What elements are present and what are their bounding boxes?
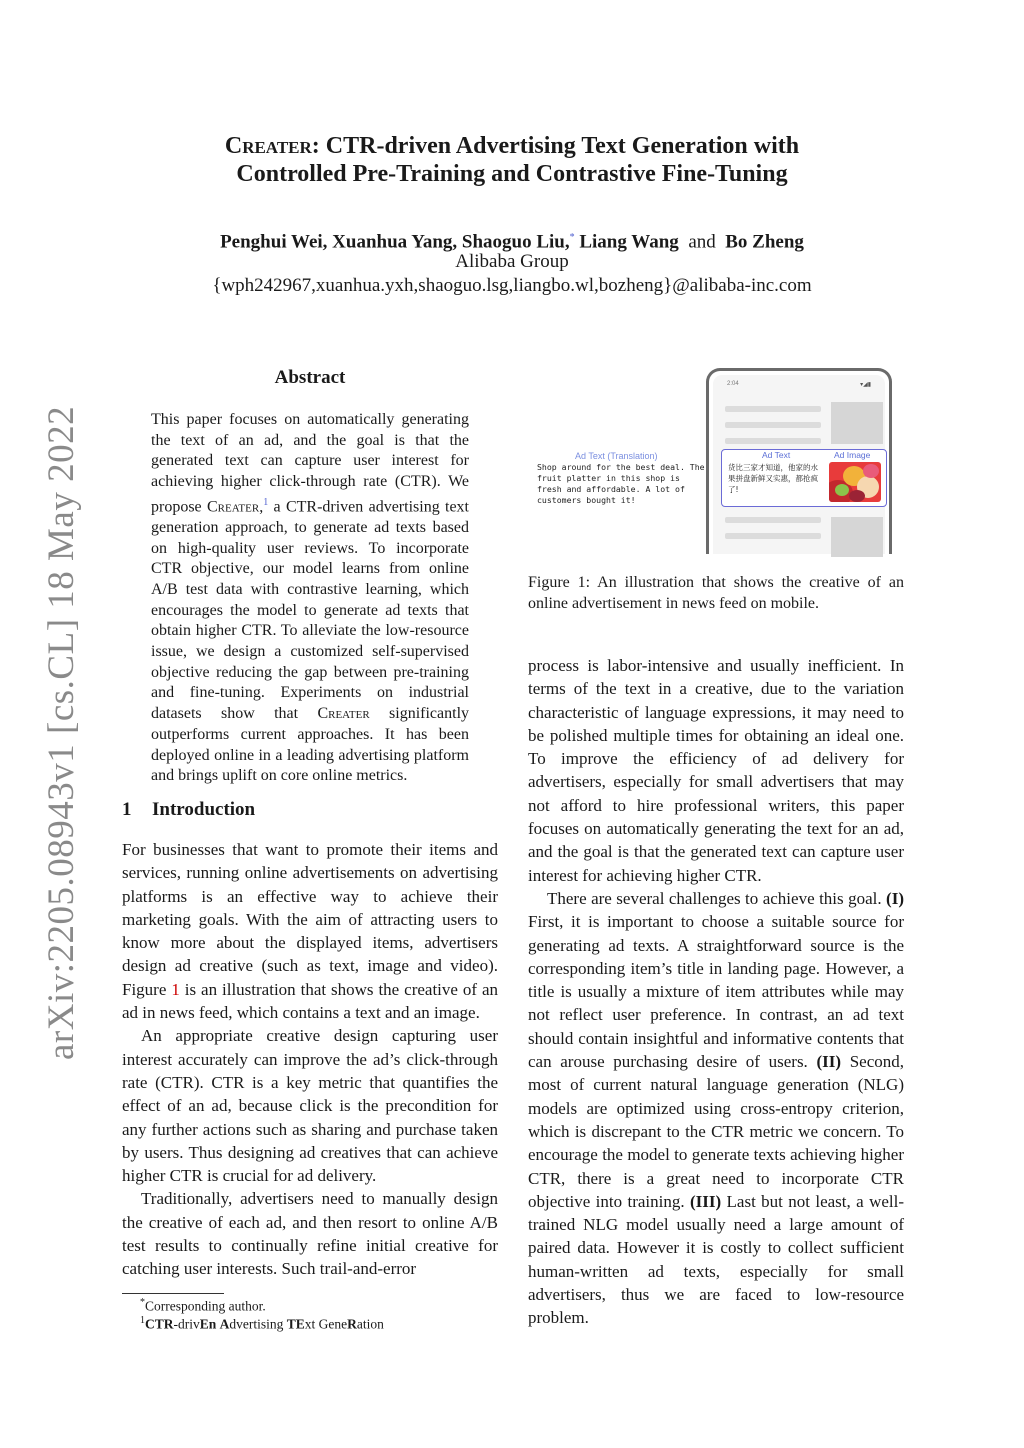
abstract-body: This paper focuses on automatically generating the text of an ad, and the goal is that the generated text can capture user interest for achieving higher click-through rate (CTR). We propose Creater,$^1$ a CTR-driven advertising text generation approach, to generate ad texts based on high-quality user reviews. To incorporate CTR objective, our model learns from online A/B test data with contrastive learning, which encourages the model to generate ad texts that obtain higher CTR. To alleviate the low-resource issue, we design a customized self-supervised objective reducing the gap between pre-training and fine-tuning. Experiments on industrial datasets show that Creater significantly outperforms current approaches. It has been deployed online in a leading advertising platform and brings uplift on core online metrics.: [151, 411, 470, 785]
status-time: 2:04: [727, 381, 739, 387]
intro-left-column: [122, 838, 498, 1281]
affiliation: Alibaba Group: [455, 251, 569, 272]
intro-paragraph-1: For businesses that want to promote their items and services, running online advertisements on advertising platforms is an effective way to achieve their marketing goals. With the aim of attracting users to know more about the displayed items, advertisers design ad creative (such as text, image and video). Figure 1 is an illustration that shows the creative of an ad in news feed, which contains a text and an image.: [122, 840, 499, 1023]
arxiv-stamp: arXiv:2205.08943v1 [cs.CL] 18 May 2022: [41, 405, 82, 1060]
ad-text-translation-label: Ad Text (Translation): [575, 451, 658, 461]
phone-mockup: [706, 368, 892, 554]
intro-paragraph-4: process is labor-intensive and usually inefficient. In terms of the text in a creative, due to the variation characteristic of language expressions, it may need to be polished multiple times for obtaining an ideal one. To improve the efficiency of ad delivery for advertisers, especially for small advertisers that may not afford to hire professional writers, this paper focuses on automatically generating the text for an ad, and the goal is that the generated text can capture user interest for achieving higher CTR.: [528, 656, 904, 885]
feed-placeholder-line: [725, 533, 821, 539]
feed-placeholder-line: [725, 422, 821, 428]
feed-placeholder-image: [831, 402, 883, 444]
intro-right-column: [528, 654, 904, 1330]
title-line1-rest: : CTR-driven Advertising Text Generation with: [311, 133, 800, 159]
feed-placeholder-image: [831, 517, 883, 557]
paper-title-line1: [150, 132, 874, 160]
intro-paragraph-2: An appropriate creative design capturing user interest accurately can improve the ad’s click-through rate (CTR). CTR is a key metric that quantifies the effect of an ad, because click is the precondition for any further actions such as sharing and purchase taken by users. Thus designing ad creatives that can achieve higher CTR is crucial for ad delivery.: [122, 1026, 498, 1186]
footnote-corresponding: *Corresponding author.: [140, 1297, 266, 1314]
ad-card[interactable]: [721, 449, 887, 507]
authors-group-c: Bo Zheng: [725, 231, 804, 253]
abstract-part1: This paper focuses on automatically generating the text of an ad, and the goal is that the generated text can capture user interest for achieving higher click-through rate (CTR). We propose: [151, 411, 469, 516]
ad-image-label: Ad Image: [834, 450, 871, 460]
feed-placeholder-line: [725, 517, 821, 523]
title-system-name: Creater: [224, 133, 312, 159]
paper-title-line2: Controlled Pre-Training and Contrastive Fine-Tuning: [236, 161, 788, 187]
author-emails: {wph242967,xuanhua.yxh,shaoguo.lsg,liangbo.wl,bozheng}@alibaba-inc.com: [212, 275, 812, 296]
fruit-platter-image: [829, 462, 881, 502]
authors-and: and: [688, 231, 716, 253]
feed-placeholder-line: [725, 406, 821, 412]
ad-text-chinese: 货比三家才知道，他家的水果拼盘新鲜又实惠，都抢疯了!: [728, 463, 818, 494]
feed-placeholder-line: [725, 438, 821, 444]
abstract-system-name: Creater: [206, 498, 260, 516]
footnote-1: $^1$CTR-drivEn Advertising TExt GeneRation: [140, 1315, 384, 1332]
abstract-system-name-2: Creater: [317, 705, 370, 723]
intro-paragraph-3: Traditionally, advertisers need to manually design the creative of each ad, and then resort to online A/B test results to continually refine initial creative for catching user interests. Such trail-and-error: [122, 1189, 498, 1279]
section-number: 1: [122, 799, 132, 820]
figure-1-caption: Figure 1: An illustration that shows the creative of an online advertisement in news feed on mobile.: [528, 574, 904, 612]
abstract-part3: significantly outperforms current approaches. It has been deployed online in a leading advertising platform and brings uplift on core online metrics.: [151, 705, 470, 785]
intro-paragraph-5: There are several challenges to achieve this goal. (I) First, it is important to choose a suitable source for generating ad texts. A straightforward source is the corresponding item’s title in landing page. However, a title is usually a mixture of item attributes while may not reflect user preference. In contrast, an ad text should contain insightful and informative contents that can arouse purchasing desire of users. (II) Second, most of current natural language generation (NLG) models are optimized using cross-entropy criterion, which is discrepant to the CTR metric we concern. To encourage the model to generate texts achieving higher CTR, there is a great need to incorporate CTR objective into training. (III) Last but not least, a well-trained NLG model usually need a large amount of paired data. However it is costly to collect sufficient human-written ad texts, especially for small advertisers, thus we are faced to low-resource problem.: [528, 888, 904, 1328]
authors-group-a: Penghui Wei, Xuanhua Yang, Shaoguo Liu,: [220, 231, 570, 253]
figure-ref-link[interactable]: 1: [171, 979, 180, 999]
footnote-ref-1[interactable]: 1: [263, 496, 269, 508]
section-title: Introduction: [152, 799, 256, 820]
corresponding-mark: *: [569, 232, 575, 243]
abstract-part2: a CTR-driven advertising text generation approach, to generate ad texts based on high-quality user reviews. To incorporate CTR objective, our model learns from online A/B test data with contrastive learning, which encourages the model to generate ad texts that obtain higher CTR. To alleviate the low-resource issue, we design a customized self-supervised objective reducing the gap between pre-training and fine-tuning. Experiments on industrial datasets show that: [151, 498, 470, 723]
authors-group-b: Liang Wang: [574, 231, 679, 253]
section-heading-introduction: [122, 799, 255, 821]
phone-screen: [713, 375, 885, 554]
abstract-heading: Abstract: [274, 367, 346, 388]
ad-text-translation: Shop around for the best deal. The fruit platter in this shop is fresh and affordable. A lot of customers bought it!: [537, 462, 705, 505]
ad-text-label: Ad Text: [762, 450, 791, 460]
status-icons: ▾◢▮: [860, 382, 871, 388]
